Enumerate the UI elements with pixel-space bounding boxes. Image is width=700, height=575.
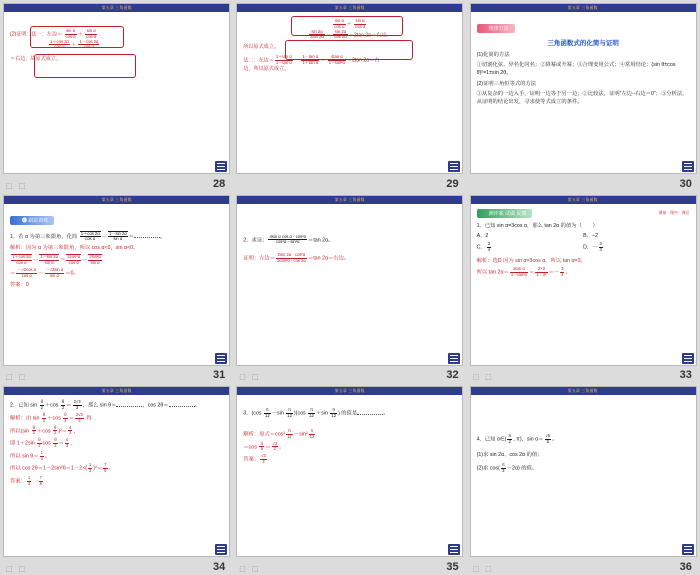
- slide-topbar: [471, 387, 696, 395]
- solution-3: ＝ $\frac{\text{－√2cos α}}{\text{cos α}}$ － $\frac{\text{－√2sin α}}{\text{sin α}}$ ＝0。: [10, 267, 79, 278]
- topbar-text: [335, 5, 365, 11]
- slide-cell-36[interactable]: [467, 383, 700, 575]
- conclusion-text: 所以原式成立。: [243, 44, 279, 51]
- frac-r: $\frac{\text{－√2cos α}}{\text{cos α}}$: [17, 267, 37, 278]
- slide-cell-32[interactable]: [233, 192, 466, 384]
- slide-controls[interactable]: ⬚ ⬚: [239, 374, 261, 382]
- slide-cell-29[interactable]: [233, 0, 466, 192]
- slide-31[interactable]: [3, 195, 230, 366]
- topbar-text: [335, 197, 365, 203]
- slide-number: 35: [446, 560, 459, 573]
- slide-number: 30: [679, 177, 692, 190]
- slide-cell-34[interactable]: [0, 383, 233, 575]
- question-2: 2．求证： $\frac{\text{4sin α cos α · cos²α}}{\text{cos²α－sin²α}}$ ＝tan 2α。: [243, 233, 334, 245]
- section-badge: 测评案 试做 反馈: [477, 209, 533, 218]
- frac-x: $\frac{3}{4}$: [561, 265, 564, 277]
- frac-k: $\frac{\text{4tan α}}{\text{1－tan²α}}$: [328, 53, 345, 65]
- annotation-bubble-b: [34, 54, 136, 78]
- slide-30[interactable]: [470, 3, 697, 174]
- slide-controls[interactable]: ⬚ ⬚: [472, 565, 494, 573]
- frac-g: $\frac{\sin 2\alpha}{2\sin 2\alpha}$: [310, 28, 324, 40]
- frac-u: $\frac{\text{2sin 2α · cos²α}}{\text{2cos²α · cos 2α}}$: [277, 252, 306, 264]
- proof-conclusion: ＝右边，故原式成立。: [10, 56, 61, 63]
- slide-number: 31: [213, 369, 226, 382]
- answer-blank-1: [116, 406, 142, 407]
- section-badge: 规律方法: [477, 24, 515, 33]
- proof-line-1: (2)证明：法一：左边＝ $\frac{\text{sin α}}{\text{cos α}}$ ＋ $\frac{\text{sin α}}{\text{cos α}}$: [10, 28, 97, 39]
- answer-blank: [134, 237, 160, 238]
- answer-4: 答案： $\frac{1}{3}$ $\frac{7}{9}$: [10, 475, 42, 486]
- slide-35[interactable]: [236, 386, 463, 557]
- topbar-topic: 三角函数: [581, 5, 599, 10]
- page-footer-icon: [682, 353, 694, 364]
- slide-cell-33[interactable]: [467, 192, 700, 384]
- solution-4-5: 所以 cos 2θ＝1－2sin²θ＝1－2×( $\frac{1}{3}$ )²＝ $\frac{7}{9}$ 。: [10, 462, 114, 474]
- topbar-chapter: 第五章: [334, 5, 348, 10]
- topbar-topic: 三角函数: [581, 196, 599, 202]
- frac-v: $\frac{\text{2tan α}}{\text{1－tan²α}}$: [510, 265, 527, 277]
- slide-number: 29: [446, 177, 459, 190]
- slide-28[interactable]: [3, 3, 230, 174]
- slide-topbar: [4, 4, 229, 12]
- topbar-chapter: 第五章: [101, 5, 114, 10]
- slide-topbar: [237, 4, 462, 12]
- slide-cell-28[interactable]: [0, 0, 233, 192]
- proof-line-2: $\frac{1+\cos 2\alpha}{\text{cos α}}$ ＋ $\frac{1-\cos 2\alpha}{\text{cos α}}$: [50, 38, 99, 50]
- frac-s: $\frac{\text{－√2sin α}}{\text{sin α}}$: [45, 267, 64, 278]
- frac-n: $\frac{1+\cos 2\alpha}{\text{cos α}}$: [12, 254, 31, 266]
- section-header-row: [477, 209, 690, 218]
- option-row-1: [477, 232, 690, 240]
- para-1: (1)化简的方法: [476, 52, 510, 58]
- frac-q: $\frac{\text{2sin²α}}{\text{sin α}}$: [89, 254, 101, 266]
- slide-topbar: [4, 196, 229, 204]
- slide-controls[interactable]: ⬚ ⬚: [239, 565, 261, 573]
- topbar-topic: 三角函数: [581, 388, 599, 394]
- solution-3-formula: 所以 tan 2α＝ $\frac{\text{2tan α}}{\text{1－tan²α}}$ ＝ $\frac{2\times 3}{\text{1－3²}}$ ＝－ $\frac{3}{4}$ 。: [476, 265, 571, 277]
- topbar-text: [568, 388, 598, 394]
- question-6: 4．已知 α∈( $\frac{\pi}{2}$ , π)，sin α＝ $\frac{√5}{5}$ 。: [476, 433, 558, 445]
- slide-34[interactable]: [3, 386, 230, 557]
- solution-4-3: 即 1＋2sin $\frac{\theta}{2}$ cos $\frac{\theta}{2}$ ＝ $\frac{4}{3}$ ，: [10, 437, 76, 448]
- topbar-chapter: 第五章: [568, 388, 581, 394]
- slide-body: [4, 395, 229, 556]
- slide-body: [471, 204, 696, 365]
- topbar-text: [102, 197, 132, 203]
- slide-controls[interactable]: ⬚ ⬚: [6, 182, 28, 190]
- topbar-topic: 三角函数: [348, 196, 365, 202]
- para-3: (2)证明三角恒等式的方法: [476, 80, 537, 87]
- slide-cell-30[interactable]: [467, 0, 700, 192]
- page-footer-icon: [682, 544, 694, 555]
- frac-t: $\frac{\text{4sin α cos α · cos²α}}{\text{cos²α－sin²α}}$: [269, 233, 307, 245]
- option-d[interactable]: D．－ $\frac{3}{4}$: [583, 241, 602, 252]
- topbar-chapter: 第五章: [334, 388, 348, 394]
- topbar-text: [568, 197, 598, 203]
- slide-topbar: [4, 387, 229, 395]
- topbar-chapter: 第五章: [568, 5, 581, 10]
- slide-32[interactable]: [236, 195, 463, 366]
- question-3: 1．已知 sin α=3cos α，那么 tan 2α 的值为（ ）: [476, 222, 598, 229]
- slide-topbar: [237, 387, 462, 395]
- frac-p: $\frac{\text{2cos²α}}{\text{cos α}}$: [67, 254, 81, 266]
- frac-i: $\frac{\text{1＋tan α}}{\text{1－tan α}}$: [275, 53, 292, 65]
- topbar-topic: 三角函数: [115, 5, 132, 10]
- solution-4-1: 解析：由 sin $\frac{\theta}{2}$ ＋cos $\frac{\theta}{2}$ ＝ $\frac{2√3}{3}$ 得: [10, 411, 92, 423]
- slide-cell-31[interactable]: [0, 192, 233, 384]
- frac-l: $\frac{1+\cos 2\alpha}{\text{cos α}}$: [80, 230, 100, 242]
- frac-a: $\frac{\text{sin α}}{\text{cos α}}$: [65, 28, 76, 39]
- section-badge: ❻ 跟踪训练: [10, 216, 54, 225]
- slide-body: [4, 204, 229, 365]
- slide-29[interactable]: [236, 3, 463, 174]
- topbar-text: [102, 5, 132, 11]
- page-footer-icon: [448, 544, 460, 555]
- topbar-chapter: 第五章: [334, 196, 348, 202]
- topbar-topic: 三角函数: [115, 196, 132, 202]
- slide-topbar: [471, 4, 696, 12]
- method-2: 法二：左边＝ $\frac{\text{1＋tan α}}{\text{1－tan α}}$ － $\frac{\text{1－tan α}}{\text{1＋tan α}}$ ＝ $\frac{\text{4tan α}}{\text{1－tan²α}}$ ＝2tan 2α＝右: [243, 53, 380, 65]
- answer-blank-2: [169, 406, 195, 407]
- topbar-topic: 三角函数: [115, 388, 132, 394]
- solution-5-1: 解析：原式＝cos² $\frac{\pi}{12}$ －sin² $\frac{\pi}{12}$: [243, 427, 315, 439]
- topbar-chapter: 第五章: [568, 196, 581, 202]
- slide-number: 33: [679, 369, 692, 382]
- solution-3-text: 解析：选D 因为 sin α=3cos α，所以 tan α=3。: [476, 257, 586, 264]
- page-footer-icon: [448, 353, 460, 364]
- frac-f: $\frac{\text{sin α}}{\text{cos α}}$: [355, 18, 366, 29]
- option-c[interactable]: C． $\frac{3}{4}$: [476, 241, 491, 252]
- solution-4-2: 所以(sin $\frac{\theta}{2}$ ＋cos $\frac{\theta}{2}$ )²＝ $\frac{4}{3}$ ，: [10, 424, 79, 436]
- slide-number: 32: [446, 369, 459, 382]
- frac-w: $\frac{2\times 3}{\text{1－3²}}$: [536, 265, 547, 277]
- slide-cell-35[interactable]: [233, 383, 466, 575]
- frac-o: $\frac{1-\sin 2\alpha}{\text{sin α}}$: [40, 254, 59, 266]
- para-4: ①从复杂的一边入手，证明一边等于另一边；②比较法，证明“左边−右边＝0”；③分析法，从证明的结论出发，寻求使等式成立的条件。: [476, 90, 688, 106]
- topbar-text: [102, 388, 132, 394]
- slide-body: [471, 395, 696, 556]
- option-row-2: [477, 242, 690, 253]
- proof-text: (2)证明：法一：左边＝: [10, 31, 63, 38]
- frac-b: $\frac{\text{sin α}}{\text{cos α}}$: [86, 28, 97, 39]
- formula-2: $\frac{\sin 2\alpha}{2\sin 2\alpha}$ ＝ $\frac{\sin 2\alpha}{\cos 2\alpha}$ ＝2tan 2α＝右边。: [310, 28, 392, 40]
- slide-body: [4, 12, 229, 173]
- slide-body: [237, 204, 462, 365]
- option-b[interactable]: B．−2: [583, 232, 598, 239]
- slide-controls[interactable]: ⬚ ⬚: [6, 565, 28, 573]
- topbar-text: [335, 388, 365, 394]
- slide-number: 36: [679, 560, 692, 573]
- page-footer-icon: [682, 161, 694, 172]
- slide-number: 34: [213, 560, 226, 573]
- topbar-text: [568, 5, 598, 11]
- frac-m: $\frac{1-\sin 2\alpha}{\text{sin α}}$: [108, 230, 127, 242]
- answer-1: 答案：0: [10, 281, 29, 288]
- topbar-chapter: 第五章: [101, 196, 114, 202]
- para-2: ①切割化弦，异名化同名；②降幂或升幂；③合理变用公式；④常用结论：(sin θ±cos θ)²=1±sin 2θ。: [476, 62, 676, 77]
- frac-c: $\frac{1+\cos 2\alpha}{\text{cos α}}$: [50, 38, 69, 50]
- topbar-topic: 三角函数: [348, 5, 365, 10]
- page-footer-icon: [215, 544, 227, 555]
- frac-d: $\frac{1-\cos 2\alpha}{\text{cos α}}$: [79, 38, 99, 50]
- slide-topbar: [471, 196, 696, 204]
- answer-blank-3: [357, 414, 383, 415]
- topbar-chapter: 第五章: [101, 388, 114, 394]
- slide-body: [237, 12, 462, 173]
- page-footer-icon: [215, 353, 227, 364]
- slide-controls[interactable]: ⬚ ⬚: [472, 374, 494, 382]
- option-a[interactable]: A．2: [476, 232, 489, 239]
- page-footer-icon: [448, 161, 460, 172]
- frac-e: $\frac{\text{sin α}}{\text{cos α}}$: [334, 18, 345, 29]
- question-6-part-1: (1)求 sin 2α、cos 2α 的值；: [476, 451, 543, 458]
- question-6-part-2: (2)求 cos( $\frac{\pi}{3}$ －2α) 的值。: [476, 462, 538, 473]
- section-note: 课前 · 课中 · 课后: [658, 210, 690, 216]
- answer-5: 答案： $\frac{√3}{2}$: [243, 453, 266, 464]
- frac-h: $\frac{\sin 2\alpha}{\cos 2\alpha}$: [334, 28, 347, 40]
- page-title: 三角函数式的化简与证明: [547, 40, 619, 47]
- solution-1: 解析：因为 α 为第三象限角，所以 cos α<0，sin α<0。: [10, 245, 139, 252]
- solution-4-4: 所以 sin θ＝ $\frac{1}{3}$ 。: [10, 449, 51, 461]
- frac-j: $\frac{\text{1－tan α}}{\text{1＋tan α}}$: [302, 53, 319, 65]
- slide-topbar: [237, 196, 462, 204]
- slide-body: [471, 12, 696, 173]
- question-1: 1．若 α 为第三象限角，化简 $\frac{1+\cos 2\alpha}{\text{cos α}}$ － $\frac{1-\sin 2\alpha}{\text{sin α}}$ ＝ 。: [10, 230, 166, 242]
- question-4: 2．已知 sin $\frac{\theta}{2}$ ＋cos $\frac{\theta}{2}$ ＝ $\frac{2√3}{3}$ ，那么 sin θ＝ ，cos 2θ＝ 。: [10, 399, 200, 411]
- slide-36[interactable]: [470, 386, 697, 557]
- question-5: 3．(cos $\frac{\pi}{12}$ －sin $\frac{\pi}{12}$ )(cos $\frac{\pi}{12}$ ＋sin $\frac{\pi}{12}$ ) 的值是 。: [243, 407, 389, 419]
- slide-number: 28: [213, 177, 226, 190]
- slide-body: [237, 395, 462, 556]
- annotation-bubble-d: [285, 40, 413, 60]
- solution-2: $\frac{1+\cos 2\alpha}{\text{cos α}}$ － $\frac{1-\sin 2\alpha}{\text{sin α}}$ ＝ $\frac{\text{2cos²α}}{\text{cos α}}$ － $\frac{\text{2sin²α}}{\text{sin α}}$: [12, 254, 101, 266]
- slide-controls[interactable]: ⬚ ⬚: [6, 374, 28, 382]
- topbar-topic: 三角函数: [348, 388, 365, 394]
- formula-1: $\frac{\text{sin α}}{\text{cos α}}$ ＋ $\frac{\text{sin α}}{\text{cos α}}$: [334, 18, 366, 29]
- annotation-bubble-c: [291, 16, 403, 36]
- conclusion-2: 边，所以原式成立。: [243, 65, 290, 72]
- solution-5-2: ＝cos $\frac{\pi}{6}$ ＝ $\frac{√3}{2}$ 。: [243, 440, 285, 452]
- proof-2: 证明：左边＝ $\frac{\text{2sin 2α · cos²α}}{\text{2cos²α · cos 2α}}$ ＝tan 2α＝右边。: [243, 252, 350, 264]
- page-footer-icon: [215, 161, 227, 172]
- slide-33[interactable]: [470, 195, 697, 366]
- annotation-bubble-a: [30, 26, 124, 48]
